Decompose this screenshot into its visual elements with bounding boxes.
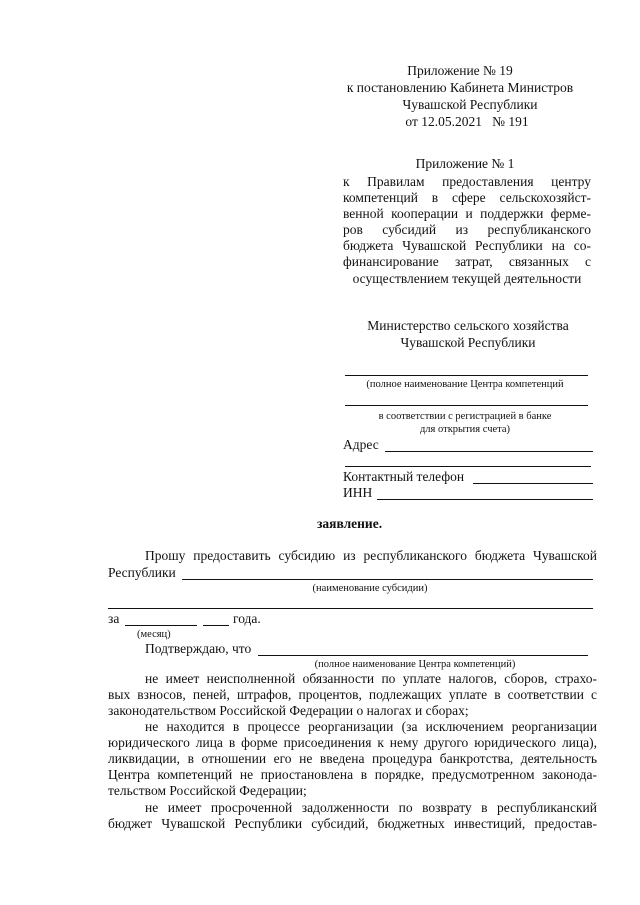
paragraph-line: не имеет неисполненной обязанности по уплате налогов, сборов, страхо-: [145, 671, 597, 686]
paragraph-line: ликвидации, в отношении его не введена процедура банкротства, деятельность: [108, 751, 597, 767]
appendix-1-rules-text: [343, 174, 591, 287]
phone-field[interactable]: [473, 483, 593, 484]
inn-field[interactable]: [377, 499, 593, 500]
confirm-hint: (полное наименование Центра компетенций): [314, 659, 516, 670]
request-text: [108, 548, 597, 564]
month-field[interactable]: [125, 625, 197, 626]
paragraph-line: бюджет Чувашской Республики субсидий, бюджетных инвестиций, предостав-: [108, 816, 597, 832]
address-field[interactable]: [385, 451, 593, 452]
month-hint: (месяц): [137, 629, 171, 640]
bank-hint-1: в соответствии с регистрацией в банке: [378, 411, 552, 422]
appendix-1-line-last: осуществлением текущей деятельности: [352, 270, 582, 286]
appendix-1-line: к Правилам предоставления центру: [343, 174, 591, 189]
subsidy-name-field-continued[interactable]: [108, 608, 593, 609]
paragraph-debt: [108, 800, 597, 832]
appendix-1-title: Приложение № 1: [415, 156, 515, 171]
appendix-1-line: венной кооперации и поддержки ферме-: [343, 206, 591, 222]
document-title: заявление.: [317, 516, 383, 531]
paragraph-reorganization: [108, 719, 597, 799]
phone-label: Контактный телефон: [343, 469, 465, 484]
paragraph-line: вых взносов, пеней, штрафов, процентов, подлежащих уплате в соответствии с: [108, 687, 597, 703]
appendix-19-header: [330, 62, 590, 130]
bank-registration-line[interactable]: [345, 405, 588, 406]
paragraph-taxes: [108, 671, 597, 719]
appendix-19-title: Приложение № 19: [407, 63, 513, 78]
appendix-1-line: финансирование затрат, связанных с: [343, 254, 591, 270]
appendix-19-date-number: от 12.05.2021 № 191: [405, 114, 529, 129]
year-field[interactable]: [203, 625, 229, 626]
paragraph-line-last: тельством Российской Федерации;: [108, 783, 307, 799]
request-republic: Республики: [108, 565, 176, 580]
center-name-line[interactable]: [345, 375, 588, 376]
appendix-1-line: бюджета Чувашской Республики на со-: [343, 238, 591, 254]
subsidy-name-field[interactable]: [182, 579, 593, 580]
appendix-1-line: компетенций в сфере сельскохозяйст-: [343, 190, 591, 206]
address-field-continued[interactable]: [345, 466, 591, 467]
paragraph-line: не находится в процессе реорганизации (за исключением реорганизации: [145, 719, 597, 734]
appendix-19-republic: Чувашской Республики: [402, 97, 538, 112]
bank-hint-2: для открытия счета): [419, 424, 511, 435]
confirm-prefix: Подтверждаю, что: [145, 641, 252, 656]
addressee-ministry: Министерство сельского хозяйства: [367, 318, 569, 333]
request-line-1: Прошу предоставить субсидию из республиканского бюджета Чувашской: [145, 548, 597, 563]
period-prefix: за: [108, 611, 120, 626]
addressee: [340, 317, 596, 351]
subsidy-hint: (наименование субсидии): [312, 583, 428, 594]
addressee-republic: Чувашской Республики: [400, 335, 536, 350]
center-name-hint: (полное наименование Центра компетенций: [366, 379, 564, 390]
appendix-1-line: ров субсидий из республиканского: [343, 222, 591, 238]
address-label: Адрес: [343, 437, 379, 452]
appendix-19-resolution: к постановлению Кабинета Министров: [346, 80, 574, 95]
paragraph-line: не имеет просроченной задолженности по возврату в республиканский: [145, 800, 597, 815]
inn-label: ИНН: [343, 485, 373, 500]
period-suffix: года.: [233, 611, 261, 626]
paragraph-line-last: законодательством Российской Федерации о налогах и сборах;: [108, 703, 469, 719]
paragraph-line: юридического лица в форме присоединения к нему другого юридического лица),: [108, 735, 597, 751]
confirm-center-name-field[interactable]: [258, 655, 588, 656]
paragraph-line: Центра компетенций не приостановлена в порядке, предусмотренном законода-: [108, 767, 597, 783]
